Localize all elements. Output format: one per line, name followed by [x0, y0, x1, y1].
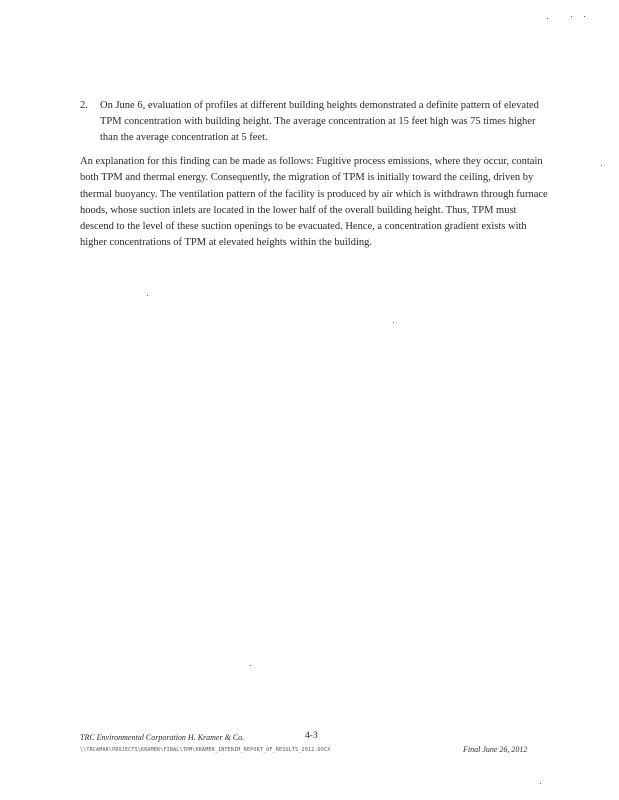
scan-speck [250, 665, 251, 666]
scan-speck [547, 18, 548, 19]
item-text: On June 6, evaluation of profiles at different building heights demonstrated a definite pattern of elevated TPM concentration with building height. The average concentration at 15 feet high was 75 times higher than the average concentration at 5 feet. [100, 100, 539, 143]
numbered-finding-item [80, 98, 550, 146]
footer-file-path: \\TRCAMAR\PROJECTS\KRAMER\FINAL\TPM\KRAMER_INTERIM_REPORT_OF_RESULTS_2012.DOCX [80, 747, 331, 753]
footer-date: Final June 26, 2012 [463, 745, 528, 754]
footer-company: TRC Environmental Corporation H. Kramer & Co. [80, 733, 245, 742]
scan-speck [571, 16, 572, 17]
explanation-paragraph: An explanation for this finding can be made as follows: Fugitive process emissions, where they occur, contain both TPM and thermal energy. Consequently, the migration of TPM is initially toward the ceiling, driven by thermal buoyancy. The ventilation pattern of the facility is produced by air which is withdrawn through furnace hoods, whose suction inlets are located in the lower half of the overall building height. Thus, TPM must descend to the level of these suction openings to be evacuated. Hence, a concentration gradient exists with higher concentrations of TPM at elevated heights within the building. [80, 156, 548, 249]
scan-speck [584, 16, 585, 17]
scan-speck [540, 783, 541, 784]
scan-speck [393, 322, 394, 323]
footer-page-number: 4-3 [305, 731, 318, 741]
scan-speck [601, 165, 602, 166]
scan-speck [147, 295, 148, 296]
item-number: 2. [80, 100, 88, 111]
